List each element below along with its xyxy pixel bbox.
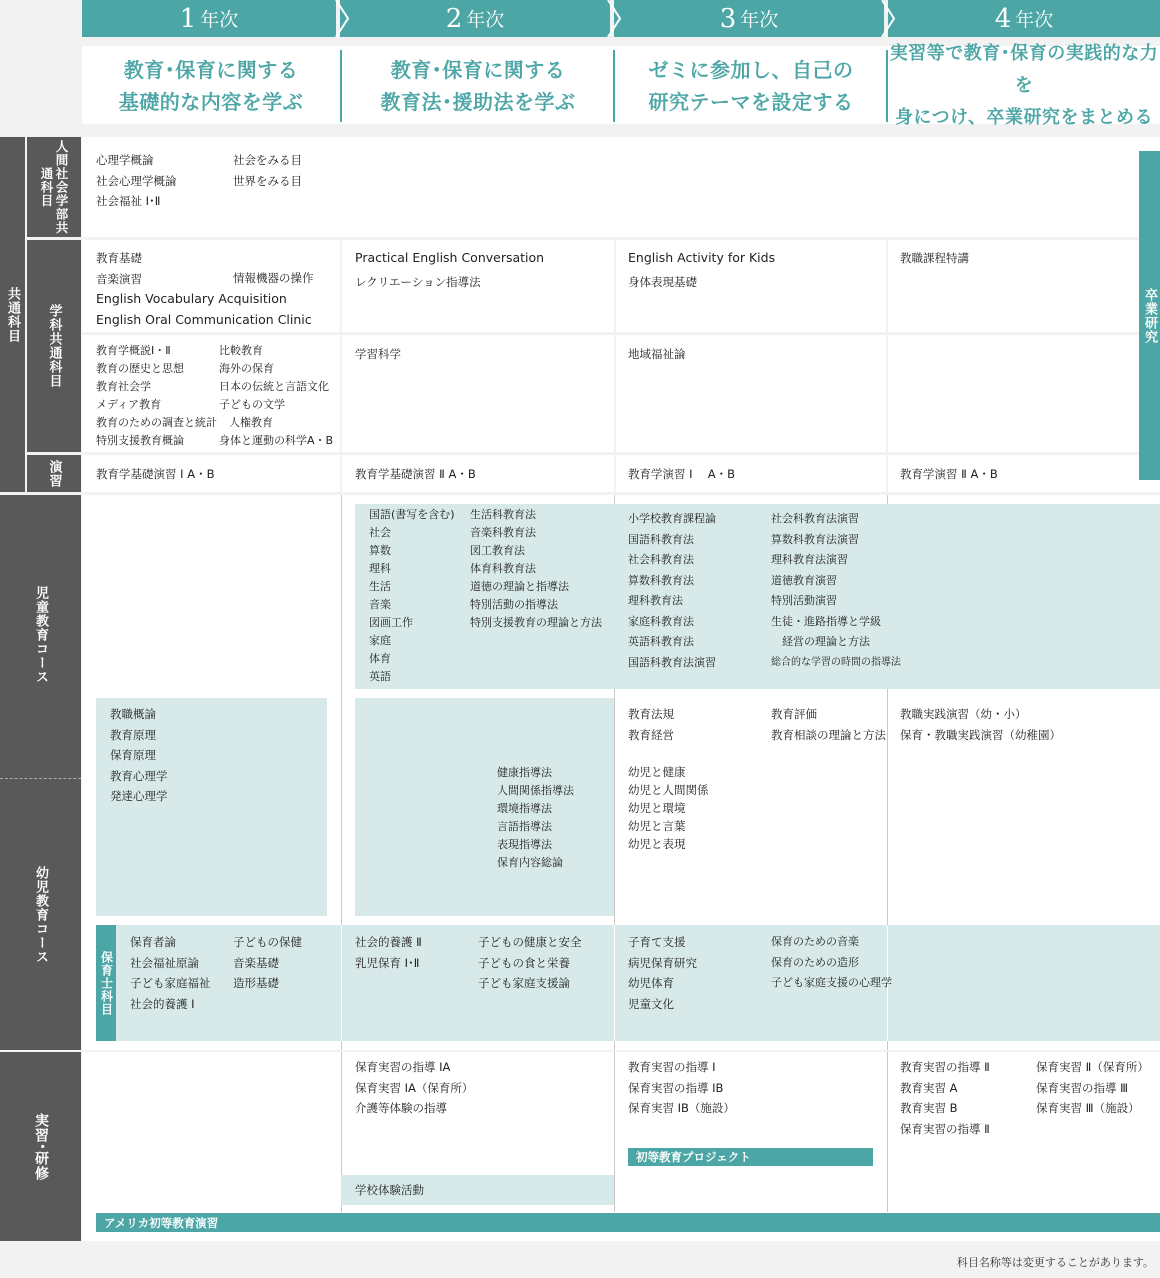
- jisshu-y4b: 保育実習 Ⅱ（保育所） 保育実習の指導 Ⅲ 保育実習 Ⅲ（施設）: [1036, 1060, 1149, 1115]
- footnote: 科目名称等は変更することがあります。: [956, 1256, 1154, 1269]
- shared-y4-list: 教職実践演習（幼・小） 保育・教職実践演習（幼稚園）: [900, 707, 1061, 742]
- enshu-y2-text: 教育学基礎演習 Ⅱ A・B: [355, 467, 476, 481]
- shared-y2-block: [355, 698, 614, 916]
- kyotsu-label: 共通科目: [5, 286, 20, 343]
- shared-y3b: 教育評価 教育相談の理論と方法: [771, 707, 886, 742]
- chevron-right-icon: [880, 0, 898, 37]
- gakka2-y3-list: 地域福祉論: [628, 347, 686, 361]
- enshu-label: 演習: [46, 459, 62, 488]
- year-3-theme: ゼミに参加し、自己の 研究テーマを設定する: [648, 58, 854, 114]
- shared-y1-list: 教職概論 教育原理 保育原理 教育心理学 発達心理学: [110, 707, 168, 803]
- shared-y3c: 幼児と健康 幼児と人間関係 幼児と環境 幼児と言葉 幼児と表現: [628, 765, 709, 851]
- year-1-label: 年次: [200, 9, 239, 31]
- jido-y3b: 社会科教育法演習 算数科教育法演習 理科教育法演習 道徳教育演習 特別活動演習 生徒・進路指導と学級 経営の理論と方法 総合的な学習の時間の指導法: [771, 512, 901, 668]
- year-2-label: 年次: [466, 9, 505, 31]
- hoiku-col-divider: [341, 925, 342, 1041]
- ningen-col2: 社会をみる目 世界をみる目: [233, 153, 302, 188]
- jido-y4-block: [887, 504, 1160, 689]
- america-band: アメリカ初等教育演習: [96, 1213, 1160, 1232]
- year-3-label: 年次: [740, 9, 779, 31]
- theme-divider: [340, 50, 342, 122]
- year-2-header: [340, 0, 610, 37]
- hoiku-y2a: 社会的養護 Ⅱ 乳児保育 Ⅰ･Ⅱ: [355, 935, 422, 970]
- gakka1-y1b: 情報機器の操作: [233, 271, 314, 285]
- sotsugyo-band: 卒業研究: [1139, 151, 1160, 480]
- jido-y2a: 国語(書写を含む) 社会 算数 理科 生活 音楽 図画工作 家庭 体育 英語: [369, 508, 455, 683]
- year-4-label: 年次: [1015, 9, 1054, 31]
- gakka-label: 学科共通科目: [46, 304, 62, 388]
- year-3-header: [614, 0, 884, 37]
- year-1-header: [82, 0, 336, 37]
- hoiku-y1b: 子どもの保健 音楽基礎 造形基礎: [233, 935, 302, 990]
- theme-divider: [886, 50, 888, 122]
- shared-y3a: 教育法規 教育経営: [628, 707, 674, 742]
- enshu-y3-text: 教育学演習 Ⅰ A・B: [628, 467, 735, 481]
- year-3-num: 3: [719, 3, 737, 34]
- jido-y3a: 小学校教育課程論 国語科教育法 社会科教育法 算数科教育法 理科教育法 家庭科教育法 英語科教育法 国語科教育法演習: [628, 512, 716, 669]
- hoiku-y3a: 子育て支援 病児保育研究 幼児体育 児童文化: [628, 935, 697, 1011]
- hoiku-y3b: 保育のための音楽 保育のための造形 子ども家庭支援の心理学: [771, 935, 892, 989]
- year-4-theme: 実習等で教育･保育の実践的な力を 身につけ、卒業研究をまとめる: [889, 43, 1159, 128]
- gakka1-y1-list: 教育基礎 音楽演習 English Vocabulary Acquisition English Oral Communication Clinic: [96, 251, 312, 327]
- chevron-right-icon: [334, 0, 352, 37]
- enshu-y1-text: 教育学基礎演習 Ⅰ A・B: [96, 467, 215, 481]
- hoiku-y1a: 保育者論 社会福祉原論 子ども家庭福祉 社会的養護 Ⅰ: [130, 935, 211, 1011]
- ningen-col1: 心理学概論 社会心理学概論 社会福祉 Ⅰ･Ⅱ: [96, 153, 177, 208]
- jisshu-y4a: 教育実習の指導 Ⅱ 教育実習 A 教育実習 B 保育実習の指導 Ⅱ: [900, 1060, 990, 1136]
- gakka2-y1b: 比較教育 海外の保育 日本の伝統と言語文化 子どもの文学 人権教育 身体と運動の科学A・B: [219, 344, 334, 447]
- theme-divider: [613, 50, 615, 122]
- jido-y2b: 生活科教育法 音楽科教育法 図工教育法 体育科教育法 道徳の理論と指導法 特別活動の指導法 特別支援教育の理論と方法: [470, 508, 602, 629]
- year-2-num: 2: [445, 3, 463, 34]
- year-1-theme: 教育･保育に関する 基礎的な内容を学ぶ: [118, 58, 304, 114]
- year-4-header: [888, 0, 1160, 37]
- hoiku-y2b: 子どもの健康と安全 子どもの食と栄養 子ども家庭支援論: [478, 935, 582, 990]
- course-divider: [0, 778, 81, 779]
- gakko-taiken-text: 学校体験活動: [355, 1183, 424, 1197]
- year-4-num: 4: [994, 3, 1012, 34]
- year-1-num: 1: [179, 3, 197, 34]
- jisshu-col-divider: [614, 1052, 615, 1212]
- jisshu-col-divider: [887, 1052, 888, 1212]
- jisshu-y2-list: 保育実習の指導 ⅠA 保育実習 ⅠA（保育所） 介護等体験の指導: [355, 1060, 474, 1115]
- gakka1-y3-list: English Activity for Kids 身体表現基礎: [628, 250, 776, 289]
- jisshu-y3-list: 教育実習の指導 Ⅰ 保育実習の指導 ⅠB 保育実習 ⅠB（施設）: [628, 1060, 735, 1115]
- jido-label: 児童教育コース: [33, 586, 48, 684]
- hoikushi-label: 保育士科目: [99, 950, 114, 1016]
- gakka1-y2-list: Practical English Conversation レクリエーション指導法: [355, 250, 545, 289]
- jisshu-label: 実習･研修: [33, 1112, 49, 1181]
- hoiku-col-divider: [614, 925, 615, 1041]
- shoto-project-band: 初等教育プロジェクト: [628, 1148, 873, 1166]
- yoji-label: 幼児教育コース: [33, 866, 48, 964]
- gakka1-y4-list: 教職課程特講: [900, 251, 969, 265]
- enshu-y4-text: 教育学演習 Ⅱ A・B: [900, 467, 998, 481]
- gakka2-y1a: 教育学概説Ⅰ・Ⅱ 教育の歴史と思想 教育社会学 メディア教育 教育のための調査と統計 特別支援教育概論: [96, 344, 217, 447]
- chevron-right-icon: [606, 0, 624, 37]
- gakka2-y2-list: 学習科学: [355, 347, 401, 361]
- ningen-label: 人間社会学部共通科目: [39, 139, 69, 235]
- gakka2-y4: [888, 335, 1160, 452]
- shared-y2-list: 健康指導法 人間関係指導法 環境指導法 言語指導法 表現指導法 保育内容総論: [497, 766, 574, 869]
- year-2-theme: 教育･保育に関する 教育法･援助法を学ぶ: [380, 58, 576, 114]
